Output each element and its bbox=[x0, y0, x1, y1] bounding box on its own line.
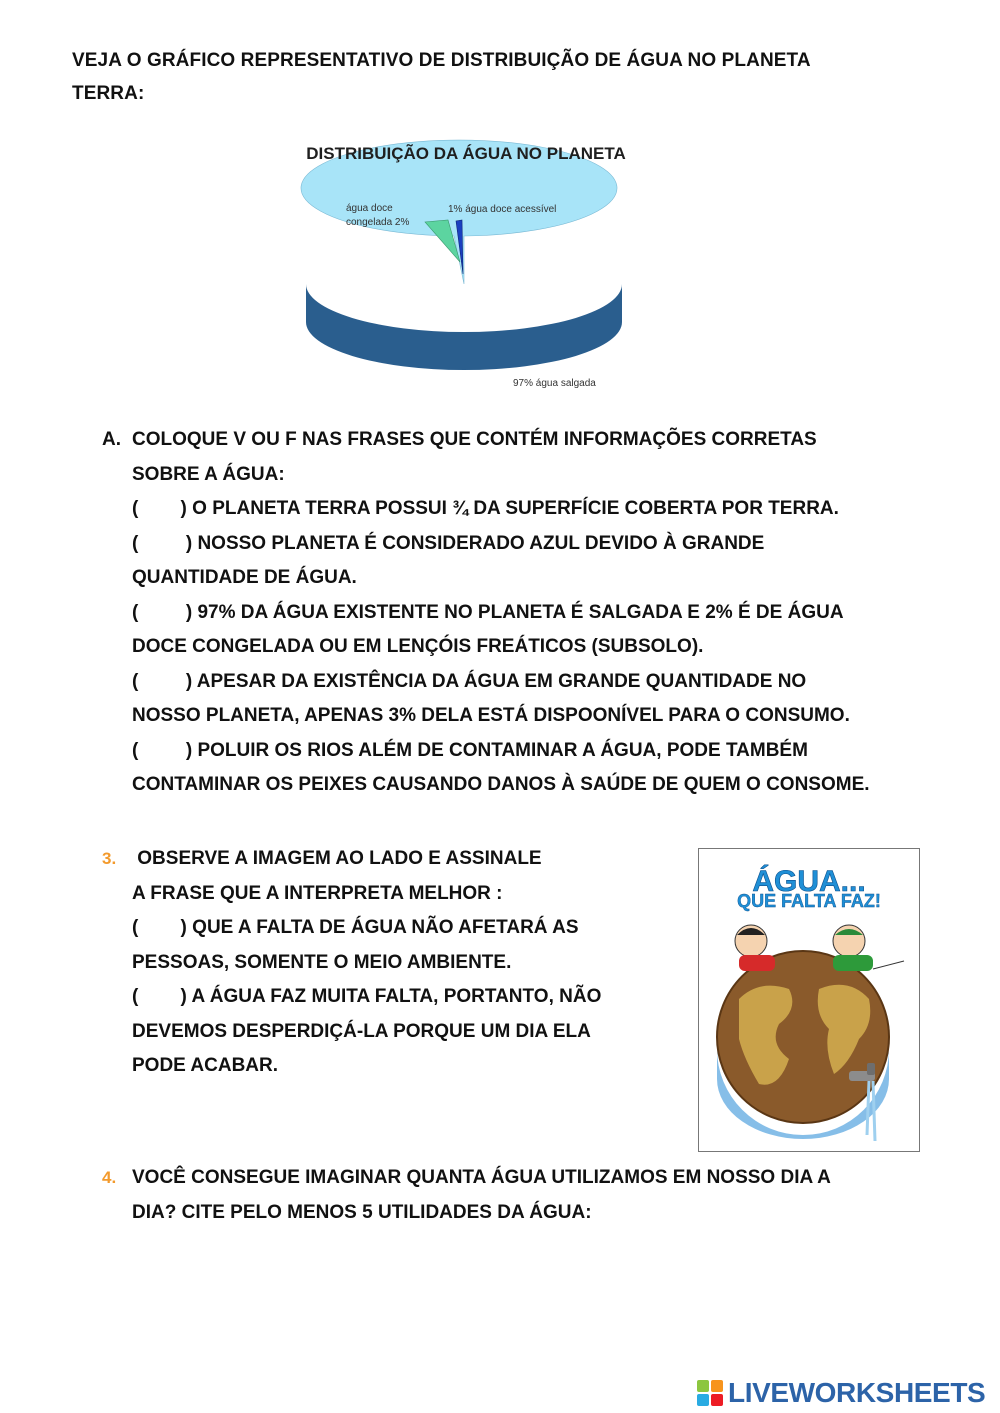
label-frozen-line2: congelada 2% bbox=[346, 217, 410, 228]
label-frozen-line1: água doce bbox=[346, 203, 393, 214]
choice-text: A ÁGUA FAZ MUITA FALTA, PORTANTO, NÃO bbox=[191, 986, 602, 1007]
logo-block bbox=[711, 1380, 723, 1392]
earth-globe-icon bbox=[717, 951, 889, 1139]
logo-blocks-icon bbox=[697, 1380, 723, 1406]
answer-blank[interactable]: ( ) bbox=[132, 739, 193, 761]
label-fresh: 1% água doce acessível bbox=[448, 204, 557, 215]
choice-blank[interactable]: ( ) bbox=[132, 986, 187, 1007]
intro-text bbox=[72, 44, 932, 110]
choice-text: QUE A FALTA DE ÁGUA NÃO AFETARÁ AS bbox=[192, 917, 579, 938]
pie-chart-svg bbox=[280, 136, 660, 398]
section-4-line1: VOCÊ CONSEGUE IMAGINAR QUANTA ÁGUA UTILIZAMOS EM NOSSO DIA A bbox=[132, 1167, 831, 1188]
statement-text: NOSSO PLANETA É CONSIDERADO AZUL DEVIDO À GRANDE bbox=[197, 532, 765, 554]
poster-illustration bbox=[699, 849, 919, 1151]
true-false-item bbox=[132, 734, 952, 803]
logo-block bbox=[697, 1380, 709, 1392]
choice-text-cont: DEVEMOS DESPERDIÇÁ-LA PORQUE UM DIA ELA bbox=[132, 1020, 591, 1042]
statement-text-cont: DOCE CONGELADA OU EM LENÇÓIS FREÁTICOS (SUBSOLO). bbox=[132, 636, 704, 657]
section-3-heading-line2: A FRASE QUE A INTERPRETA MELHOR : bbox=[132, 882, 503, 904]
statement-text-cont: QUANTIDADE DE ÁGUA. bbox=[132, 567, 357, 588]
liveworksheets-logo[interactable] bbox=[697, 1376, 997, 1410]
statement-text: POLUIR OS RIOS ALÉM DE CONTAMINAR A ÁGUA, PODE TAMBÉM bbox=[197, 739, 808, 761]
true-false-item bbox=[132, 492, 952, 527]
answer-blank[interactable]: ( ) bbox=[132, 498, 187, 519]
section-3-heading-line1: OBSERVE A IMAGEM AO LADO E ASSINALE bbox=[132, 848, 542, 869]
logo-block bbox=[697, 1394, 709, 1406]
poster-title-line2: QUE FALTA FAZ! bbox=[737, 891, 881, 911]
statement-text: 97% DA ÁGUA EXISTENTE NO PLANETA É SALGADA E 2% É DE ÁGUA bbox=[197, 601, 844, 623]
water-poster-image bbox=[698, 848, 920, 1152]
section-a-heading-line1: COLOQUE V OU F NAS FRASES QUE CONTÉM INFORMAÇÕES CORRETAS bbox=[132, 429, 817, 450]
answer-blank[interactable]: ( ) bbox=[132, 532, 193, 554]
label-salt: 97% água salgada bbox=[513, 378, 596, 389]
true-false-item bbox=[132, 527, 952, 596]
choice-item bbox=[132, 980, 662, 1084]
statement-text: APESAR DA EXISTÊNCIA DA ÁGUA EM GRANDE QUANTIDADE NO bbox=[196, 670, 807, 692]
true-false-item bbox=[132, 665, 952, 734]
choice-text-cont: PODE ACABAR. bbox=[132, 1055, 279, 1076]
statement-text: O PLANETA TERRA POSSUI ¾ DA SUPERFÍCIE COBERTA POR TERRA. bbox=[192, 498, 839, 519]
section-a-heading-line2: SOBRE A ÁGUA: bbox=[132, 463, 285, 485]
water-distribution-chart bbox=[280, 136, 660, 398]
chart-title: DISTRIBUIÇÃO DA ÁGUA NO PLANETA bbox=[306, 144, 626, 163]
poster-title-line1: ÁGUA... bbox=[752, 865, 866, 898]
answer-blank[interactable]: ( ) bbox=[132, 670, 193, 692]
section-4-marker: 4. bbox=[102, 1168, 117, 1187]
section-4 bbox=[102, 1161, 932, 1230]
logo-text: LIVEWORKSHEETS bbox=[728, 1377, 986, 1408]
intro-line-2: TERRA: bbox=[72, 83, 145, 104]
choice-blank[interactable]: ( ) bbox=[132, 917, 187, 938]
choice-text-cont: PESSOAS, SOMENTE O MEIO AMBIENTE. bbox=[132, 951, 512, 973]
logo-block bbox=[711, 1394, 723, 1406]
statement-text-cont: CONTAMINAR OS PEIXES CAUSANDO DANOS À SAÚDE DE QUEM O CONSOME. bbox=[132, 774, 870, 795]
section-4-line2: DIA? CITE PELO MENOS 5 UTILIDADES DA ÁGUA: bbox=[132, 1201, 592, 1223]
section-a bbox=[102, 423, 952, 803]
answer-blank[interactable]: ( ) bbox=[132, 601, 193, 623]
section-3-marker: 3. bbox=[102, 849, 117, 868]
intro-line-1: VEJA O GRÁFICO REPRESENTATIVO DE DISTRIBUIÇÃO DE ÁGUA NO PLANETA bbox=[72, 50, 811, 71]
section-a-marker: A. bbox=[102, 429, 121, 450]
section-3 bbox=[102, 842, 662, 1084]
true-false-item bbox=[132, 596, 952, 665]
statement-text-cont: NOSSO PLANETA, APENAS 3% DELA ESTÁ DISPOONÍVEL PARA O CONSUMO. bbox=[132, 705, 850, 726]
pie-side-wall bbox=[306, 284, 622, 370]
choice-item bbox=[132, 911, 662, 980]
